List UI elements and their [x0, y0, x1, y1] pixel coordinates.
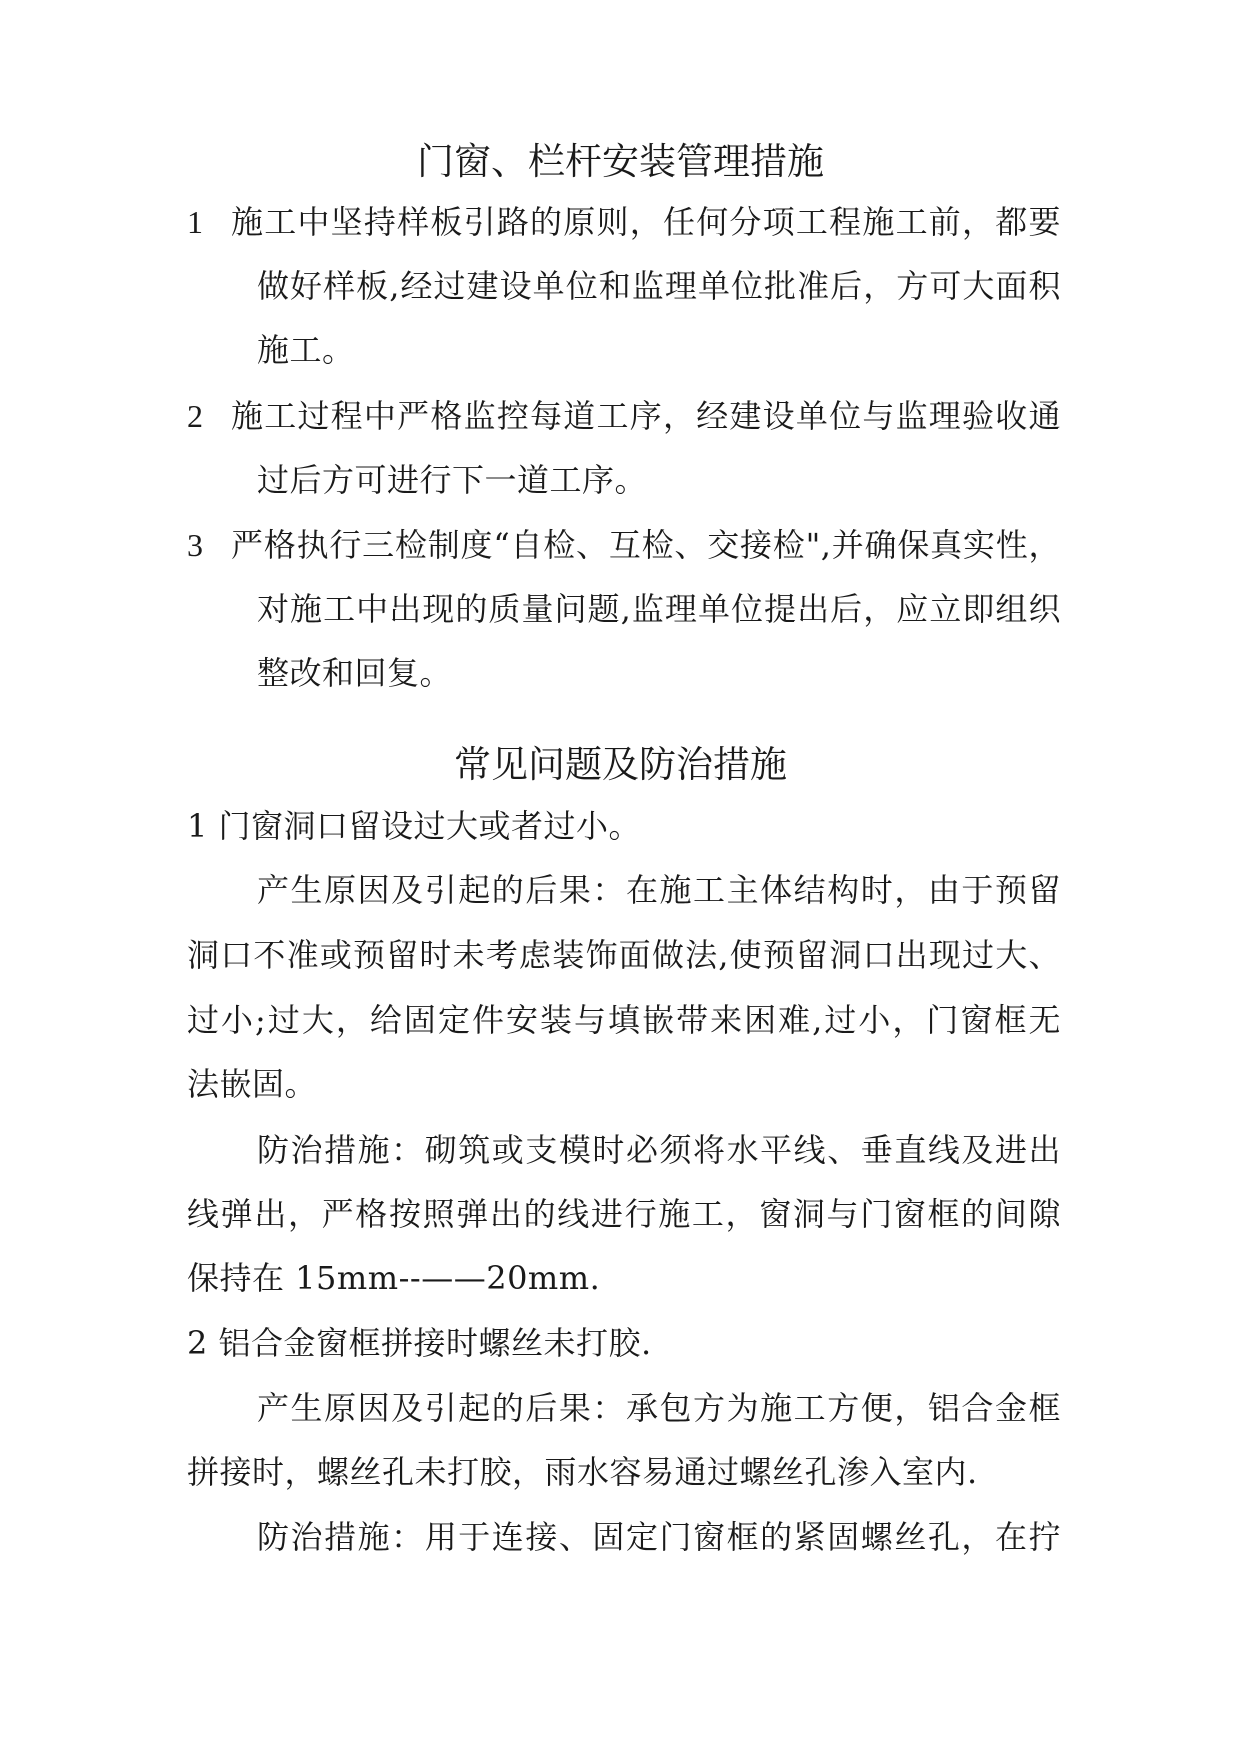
list-item-1-line-1: 施工中坚持样板引路的原则，任何分项工程施工前，都要: [231, 203, 1061, 241]
problem-1-heading: 1 门窗洞口留设过大或者过小。: [187, 807, 642, 845]
list-item-1-line-2: 做好样板,经过建设单位和监理单位批准后，方可大面积: [257, 267, 1061, 305]
list-item-3-line-1: 严格执行三检制度“自检、互检、交接检",并确保真实性，: [231, 526, 1061, 564]
list-item-3-line-2: 对施工中出现的质量问题,监理单位提出后，应立即组织: [257, 590, 1061, 628]
problem-1-measure-line-3: 保持在 15mm--——20mm.: [187, 1259, 601, 1297]
section-title: 常见问题及防治措施: [454, 743, 787, 786]
list-item-2-line-2: 过后方可进行下一道工序。: [257, 461, 648, 499]
list-item-2-line-1: 施工过程中严格监控每道工序，经建设单位与监理验收通: [231, 397, 1061, 435]
list-number-2: 2: [187, 398, 203, 434]
problem-2-heading: 2 铝合金窗框拼接时螺丝未打胶.: [187, 1324, 652, 1362]
list-number-3: 3: [187, 527, 203, 563]
problem-2-cause-line-2: 拼接时，螺丝孔未打胶，雨水容易通过螺丝孔渗入室内.: [187, 1453, 978, 1491]
list-item-3-line-3: 整改和回复。: [257, 654, 453, 692]
list-item-1-line-3: 施工。: [257, 331, 355, 369]
problem-1-measure-line-2: 线弹出，严格按照弹出的线进行施工，窗洞与门窗框的间隙: [187, 1195, 1061, 1233]
problem-1-cause-line-3: 过小;过大，给固定件安装与填嵌带来困难,过小，门窗框无: [187, 1001, 1061, 1039]
document-title: 门窗、栏杆安装管理措施: [417, 140, 824, 183]
problem-2-measure-line-1: 防治措施：用于连接、固定门窗框的紧固螺丝孔，在拧: [257, 1518, 1061, 1556]
problem-1-cause-line-4: 法嵌固。: [187, 1065, 318, 1103]
problem-1-cause-line-1: 产生原因及引起的后果：在施工主体结构时，由于预留: [257, 871, 1061, 909]
problem-1-measure-line-1: 防治措施：砌筑或支模时必须将水平线、垂直线及进出: [257, 1131, 1061, 1169]
problem-1-cause-line-2: 洞口不准或预留时未考虑装饰面做法,使预留洞口出现过大、: [187, 936, 1061, 974]
list-number-1: 1: [187, 204, 203, 240]
problem-2-cause-line-1: 产生原因及引起的后果：承包方为施工方便，铝合金框: [257, 1389, 1061, 1427]
